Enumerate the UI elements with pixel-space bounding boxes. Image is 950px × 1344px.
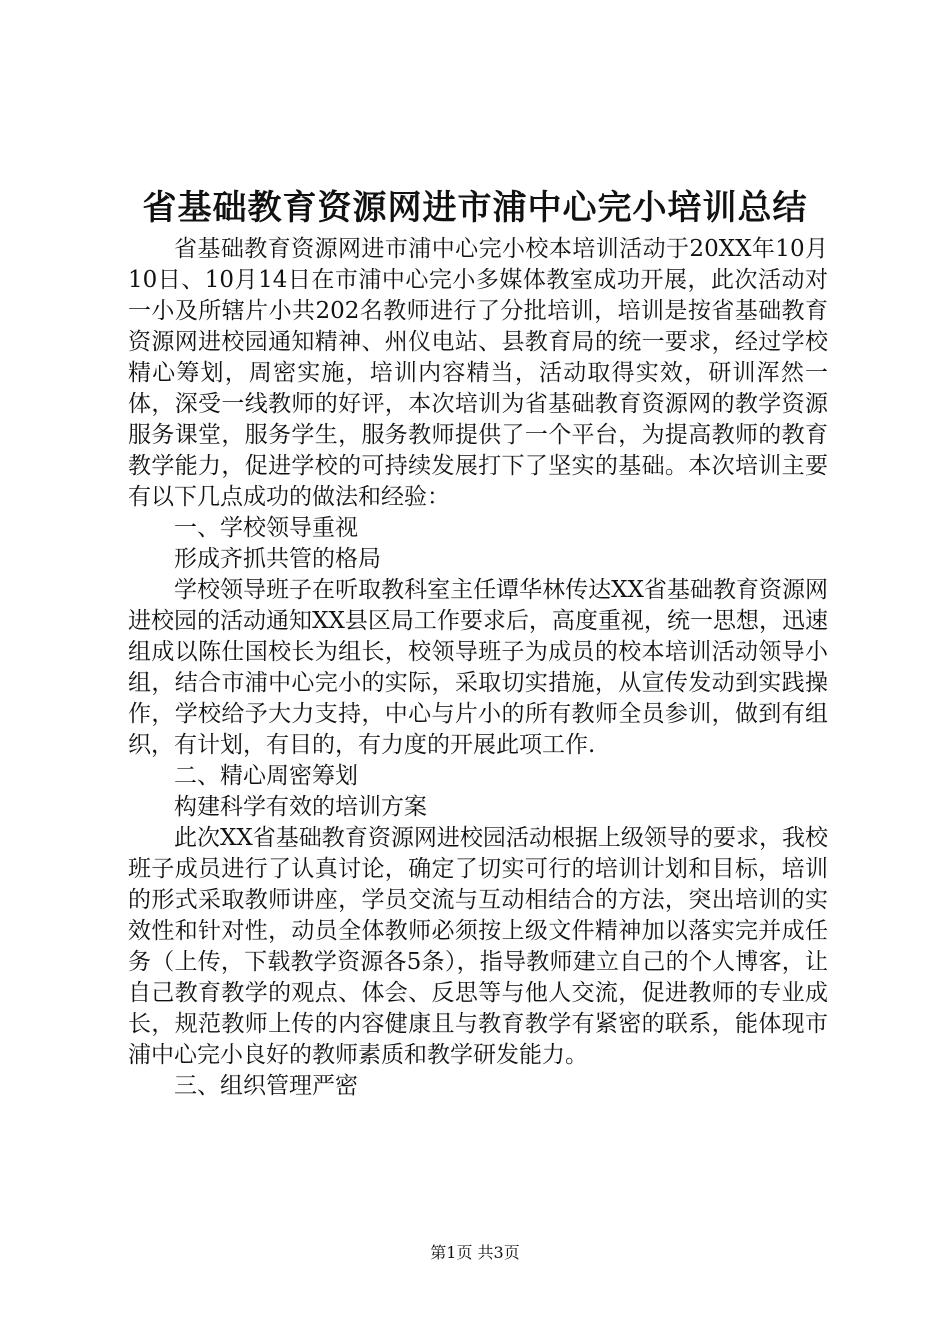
section-subheading-2: 构建科学有效的培训方案 — [174, 794, 427, 820]
intro-paragraph: 省基础教育资源网进市浦中心完小校本培训活动于20XX年10月10日、10月14日在市浦中心完小多媒体教室成功开展，此次活动对一小及所辖片小共202名教师进行了分批培训，培训是按省基础教育资源网进校园通知精神、州仪电站、县教育局的统一要求，经过学校精心筹划，周密实施，培训内容精当，活动取得实效，研训浑然一体，深受一线教师的好评，本次培训为省基础教育资源网的教学资源服务课堂，服务学生，服务教师提供了一个平台，为提高教师的教育教学能力，促进学校的可持续发展打下了坚实的基础。本次培训主要有以下几点成功的做法和经验： — [128, 236, 828, 510]
page-footer: 第1页 共3页 — [430, 1243, 520, 1262]
document-title: 省基础教育资源网进市浦中心完小培训总结 — [142, 188, 808, 228]
section-heading-1: 一、学校领导重视 — [174, 515, 358, 541]
section-subheading-1: 形成齐抓共管的格局 — [174, 546, 381, 572]
section-paragraph-2: 此次XX省基础教育资源网进校园活动根据上级领导的要求，我校班子成员进行了认真讨论，确定了切实可行的培训计划和目标，培训的形式采取教师讲座，学员交流与互动相结合的方法，突出培训的实效性和针对性，动员全体教师必须按上级文件精神加以落实完并成任务（上传，下载教学资源各5条），指导教师建立自己的个人博客，让自己教育教学的观点、体会、反思等与他人交流，促进教师的专业成长，规范教师上传的内容健康且与教育教学有紧密的联系，能体现市浦中心完小良好的教师素质和教学研发能力。 — [128, 825, 828, 1068]
section-heading-2: 二、精心周密筹划 — [174, 763, 358, 789]
document-body — [128, 234, 828, 1102]
section-heading-3: 三、组织管理严密 — [174, 1073, 358, 1099]
section-paragraph-1: 学校领导班子在听取教科室主任谭华林传达XX省基础教育资源网进校园的活动通知XX县区局工作要求后，高度重视，统一思想，迅速组成以陈仕国校长为组长，校领导班子为成员的校本培训活动领导小组，结合市浦中心完小的实际，采取切实措施，从宣传发动到实践操作，学校给予大力支持，中心与片小的所有教师全员参训，做到有组织，有计划，有目的，有力度的开展此项工作. — [128, 577, 828, 758]
